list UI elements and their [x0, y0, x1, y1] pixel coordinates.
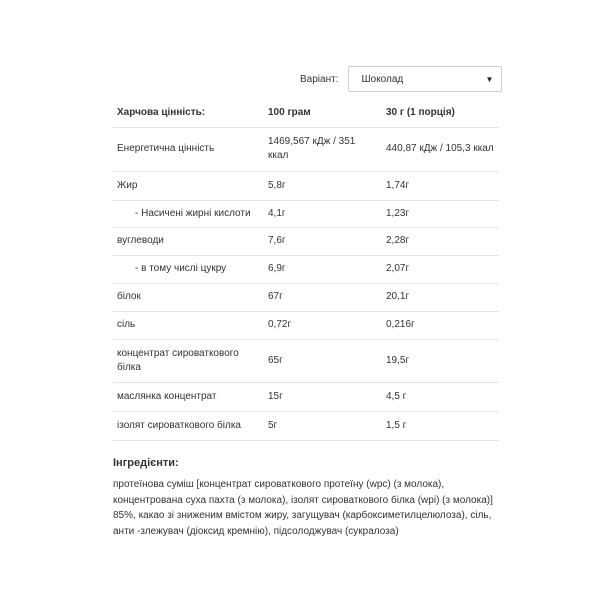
chevron-down-icon: ▼ [485, 74, 494, 84]
per-100g-value: 6,9г [264, 255, 382, 283]
nutrient-name: концентрат сироваткового білка [113, 339, 264, 382]
table-row [113, 127, 499, 171]
variant-select-value: Шоколад [361, 73, 404, 85]
table-row [113, 382, 499, 411]
per-100g-value: 15г [264, 382, 382, 411]
per-serving-value: 2,07г [382, 255, 499, 283]
per-serving-value: 19,5г [382, 339, 499, 382]
nutrient-name: сіль [113, 311, 264, 339]
per-serving-value: 4,5 г [382, 382, 499, 411]
per-serving-value: 2,28г [382, 227, 499, 255]
table-row [113, 411, 499, 440]
nutrition-table [113, 100, 499, 441]
per-100g-value: 65г [264, 339, 382, 382]
per-100g-value: 4,1г [264, 200, 382, 227]
table-row [113, 200, 499, 227]
nutrient-name: Енергетична цінність [113, 127, 264, 171]
nutrient-name: ізолят сироваткового білка [113, 411, 264, 440]
table-row [113, 227, 499, 255]
per-100g-value: 5,8г [264, 171, 382, 200]
variant-select[interactable] [348, 66, 502, 92]
per-100g-value: 0,72г [264, 311, 382, 339]
table-header-row [113, 100, 499, 127]
nutrient-name: вуглеводи [113, 227, 264, 255]
header-per-100g: 100 грам [264, 100, 382, 127]
nutrient-name: білок [113, 283, 264, 311]
table-row [113, 339, 499, 382]
header-nutrition: Харчова цінність: [113, 100, 264, 127]
table-row [113, 311, 499, 339]
nutrient-name: - в тому числі цукру [113, 255, 264, 283]
ingredients-title: Інгредієнти: [113, 457, 179, 469]
per-serving-value: 1,5 г [382, 411, 499, 440]
table-row [113, 171, 499, 200]
nutrient-name: - Насичені жирні кислоти [113, 200, 264, 227]
per-serving-value: 0,216г [382, 311, 499, 339]
per-serving-value: 1,74г [382, 171, 499, 200]
per-serving-value: 440,87 кДж / 105,3 ккал [382, 127, 499, 171]
per-100g-value: 1469,567 кДж / 351 ккал [264, 127, 382, 171]
table-row [113, 283, 499, 311]
table-row [113, 255, 499, 283]
header-per-serving: 30 г (1 порція) [382, 100, 499, 127]
ingredients-text: протеїнова суміш [концентрат сироваткового протеїну (wpc) (з молока), концентрована суха пахта (з молока), ізолят сироваткового білка (wpi) (з молока)] 85%, какао зі зниженим вмістом жиру, загущувач (карбоксиметилцелюлоза), сіль, анти -злежувач (діоксид кремнію), підсолоджувач (сукралоза) [113, 479, 493, 537]
nutrient-name: Жир [113, 171, 264, 200]
variant-row [300, 66, 502, 92]
per-100g-value: 5г [264, 411, 382, 440]
per-100g-value: 67г [264, 283, 382, 311]
per-100g-value: 7,6г [264, 227, 382, 255]
per-serving-value: 1,23г [382, 200, 499, 227]
per-serving-value: 20,1г [382, 283, 499, 311]
variant-label: Варіант: [300, 73, 339, 85]
nutrient-name: маслянка концентрат [113, 382, 264, 411]
